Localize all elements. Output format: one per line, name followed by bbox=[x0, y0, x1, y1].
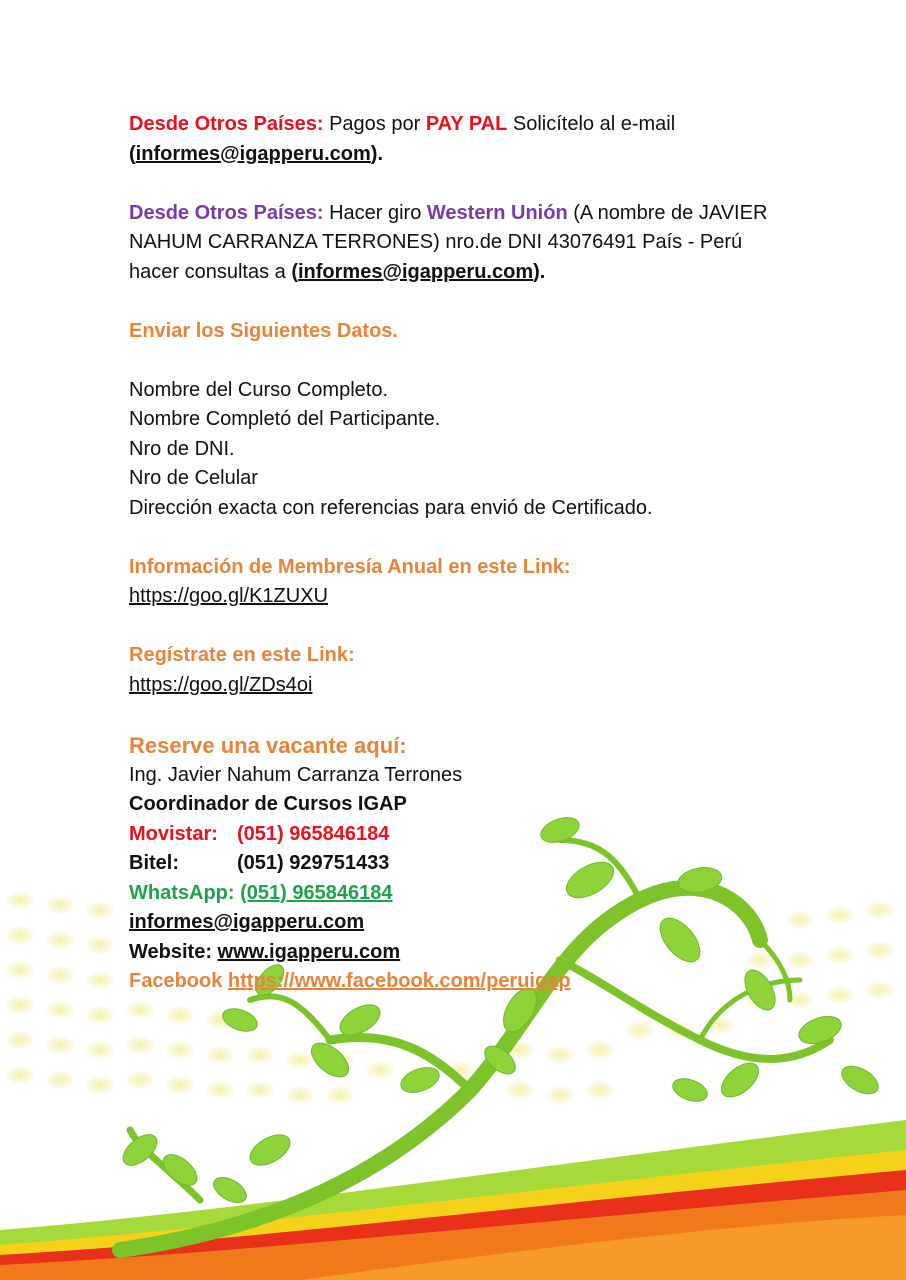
western-line3: hacer consultas a bbox=[129, 260, 292, 283]
coordinator-name: Ing. Javier Nahum Carranza Terrones bbox=[129, 763, 463, 786]
facebook-line bbox=[129, 967, 829, 997]
western-text-1: Hacer giro bbox=[323, 201, 427, 224]
website-link[interactable]: www.igapperu.com bbox=[217, 940, 401, 963]
website-line bbox=[129, 938, 829, 968]
whatsapp-label: WhatsApp: bbox=[129, 881, 235, 904]
paypal-highlight: PAY PAL bbox=[425, 113, 508, 135]
western-email-open: ( bbox=[291, 260, 298, 283]
document-body bbox=[129, 110, 829, 997]
coordinator-role: Coordinador de Cursos IGAP bbox=[129, 793, 407, 815]
whatsapp-line bbox=[129, 879, 829, 909]
paypal-email-link[interactable]: informes@igapperu.com bbox=[135, 142, 371, 165]
membresia-heading: Información de Membresía Anual en este Link: bbox=[129, 555, 571, 578]
paypal-email-open: ( bbox=[129, 142, 136, 165]
datos-item: Nro de Celular bbox=[129, 467, 258, 489]
western-highlight: Western Unión bbox=[426, 201, 568, 224]
registro-link[interactable]: https://goo.gl/ZDs4oi bbox=[129, 673, 313, 696]
paypal-text-1: Pagos por bbox=[323, 113, 426, 135]
paypal-paragraph bbox=[129, 110, 829, 169]
western-line2: NAHUM CARRANZA TERRONES) nro.de DNI 43076491 País - Perú bbox=[129, 231, 743, 253]
facebook-link[interactable]: https://www.facebook.com/peruigap bbox=[227, 970, 571, 992]
contact-email-link[interactable]: informes@igapperu.com bbox=[129, 911, 365, 933]
datos-item: Nombre Completó del Participante. bbox=[129, 408, 441, 430]
western-email-close: ). bbox=[533, 260, 546, 283]
website-label: Website: bbox=[129, 940, 212, 963]
movistar-label: Movistar: bbox=[129, 822, 218, 845]
facebook-label: Facebook bbox=[129, 970, 223, 992]
western-union-paragraph bbox=[129, 199, 829, 288]
membresia-link[interactable]: https://goo.gl/K1ZUXU bbox=[129, 585, 328, 607]
bitel-line bbox=[129, 849, 829, 879]
paypal-email-close: ). bbox=[370, 142, 383, 165]
reserve-heading: Reserve una vacante aquí: bbox=[129, 732, 407, 758]
datos-heading: Enviar los Siguientes Datos. bbox=[129, 319, 398, 342]
datos-item: Nombre del Curso Completo. bbox=[129, 378, 388, 401]
movistar-number: (051) 965846184 bbox=[237, 822, 390, 845]
bitel-number: (051) 929751433 bbox=[237, 852, 390, 874]
registro-heading: Regístrate en este Link: bbox=[129, 644, 355, 666]
movistar-line bbox=[129, 820, 829, 850]
western-email-link[interactable]: informes@igapperu.com bbox=[298, 260, 534, 283]
paypal-text-2: Solicítelo al e-mail bbox=[507, 113, 676, 135]
paypal-lead: Desde Otros Países: bbox=[129, 113, 324, 135]
datos-item: Nro de DNI. bbox=[129, 437, 235, 460]
bitel-label: Bitel: bbox=[129, 852, 179, 874]
datos-item: Dirección exacta con referencias para envió de Certificado. bbox=[129, 496, 653, 519]
western-line1-rest: (A nombre de JAVIER bbox=[567, 201, 768, 224]
whatsapp-link[interactable]: (051) 965846184 bbox=[240, 881, 393, 904]
western-lead: Desde Otros Países: bbox=[129, 201, 324, 224]
